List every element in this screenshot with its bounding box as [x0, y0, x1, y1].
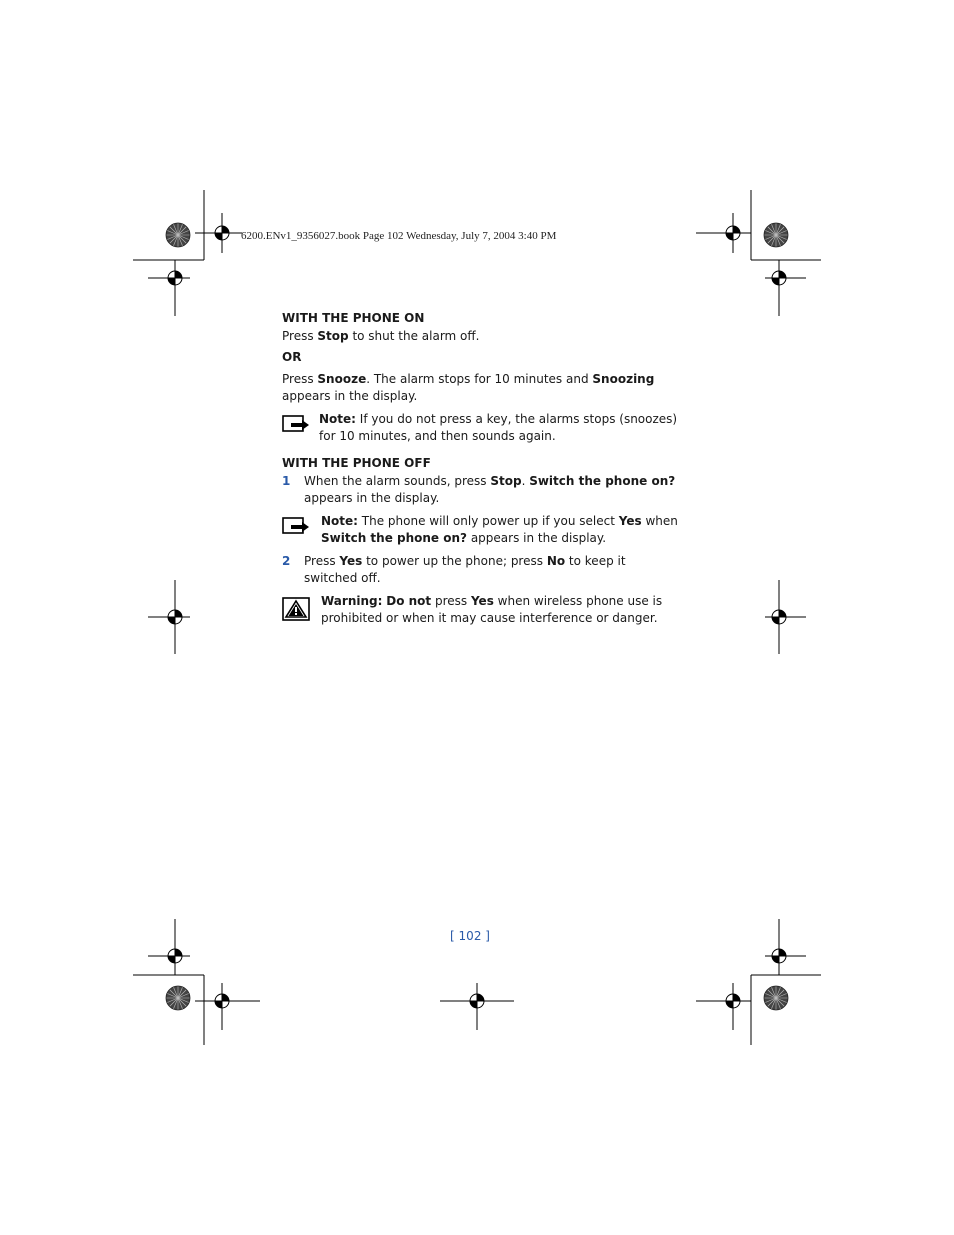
option-no: No	[546, 554, 566, 568]
warning-block: Warning: Do not press Yes when wireless phone use is prohibited or when it may cause interference or danger.	[282, 593, 682, 627]
warning-triangle-icon	[282, 597, 310, 626]
key-stop: Stop	[490, 474, 522, 488]
note-label: Note:	[321, 514, 358, 528]
option-yes: Yes	[618, 514, 642, 528]
page-number: [ 102 ]	[450, 929, 490, 943]
page-content	[282, 310, 682, 627]
or-label: OR	[282, 350, 302, 364]
key-stop: Stop	[317, 329, 349, 343]
step-2: 2 Press Yes to power up the phone; press No to keep it switched off.	[282, 554, 626, 585]
note-hand-icon	[282, 415, 310, 438]
option-yes: Yes	[339, 554, 363, 568]
warning-do-not: Do not	[386, 594, 432, 608]
paragraph-press-snooze: Press Snooze. The alarm stops for 10 minutes and Snoozing appears in the display.	[282, 372, 655, 403]
step-1: 1 When the alarm sounds, press Stop. Switch the phone on? appears in the display.	[282, 474, 676, 505]
note-snooze: Note: If you do not press a key, the alarms stops (snoozes) for 10 minutes, and then sounds again.	[282, 411, 682, 445]
section-heading-phone-off: WITH THE PHONE OFF	[282, 456, 431, 470]
key-snooze: Snooze	[317, 372, 367, 386]
note-hand-icon	[282, 517, 310, 540]
step-number: 1	[282, 474, 291, 488]
note-power-up: Note: The phone will only power up if you select Yes when Switch the phone on? appears in the display.	[282, 513, 682, 547]
step-number: 2	[282, 554, 291, 568]
paragraph-press-stop: Press Stop to shut the alarm off.	[282, 329, 480, 343]
note-label: Note:	[319, 412, 356, 426]
status-snoozing: Snoozing	[592, 372, 655, 386]
prompt-switch-phone-on: Switch the phone on?	[529, 474, 676, 488]
warning-label: Warning:	[321, 594, 383, 608]
option-yes: Yes	[470, 594, 494, 608]
prompt-switch-phone-on: Switch the phone on?	[321, 531, 467, 545]
section-heading-phone-on: WITH THE PHONE ON	[282, 311, 425, 325]
print-slug-line: 6200.ENv1_9356027.book Page 102 Wednesday, July 7, 2004 3:40 PM	[241, 230, 557, 242]
